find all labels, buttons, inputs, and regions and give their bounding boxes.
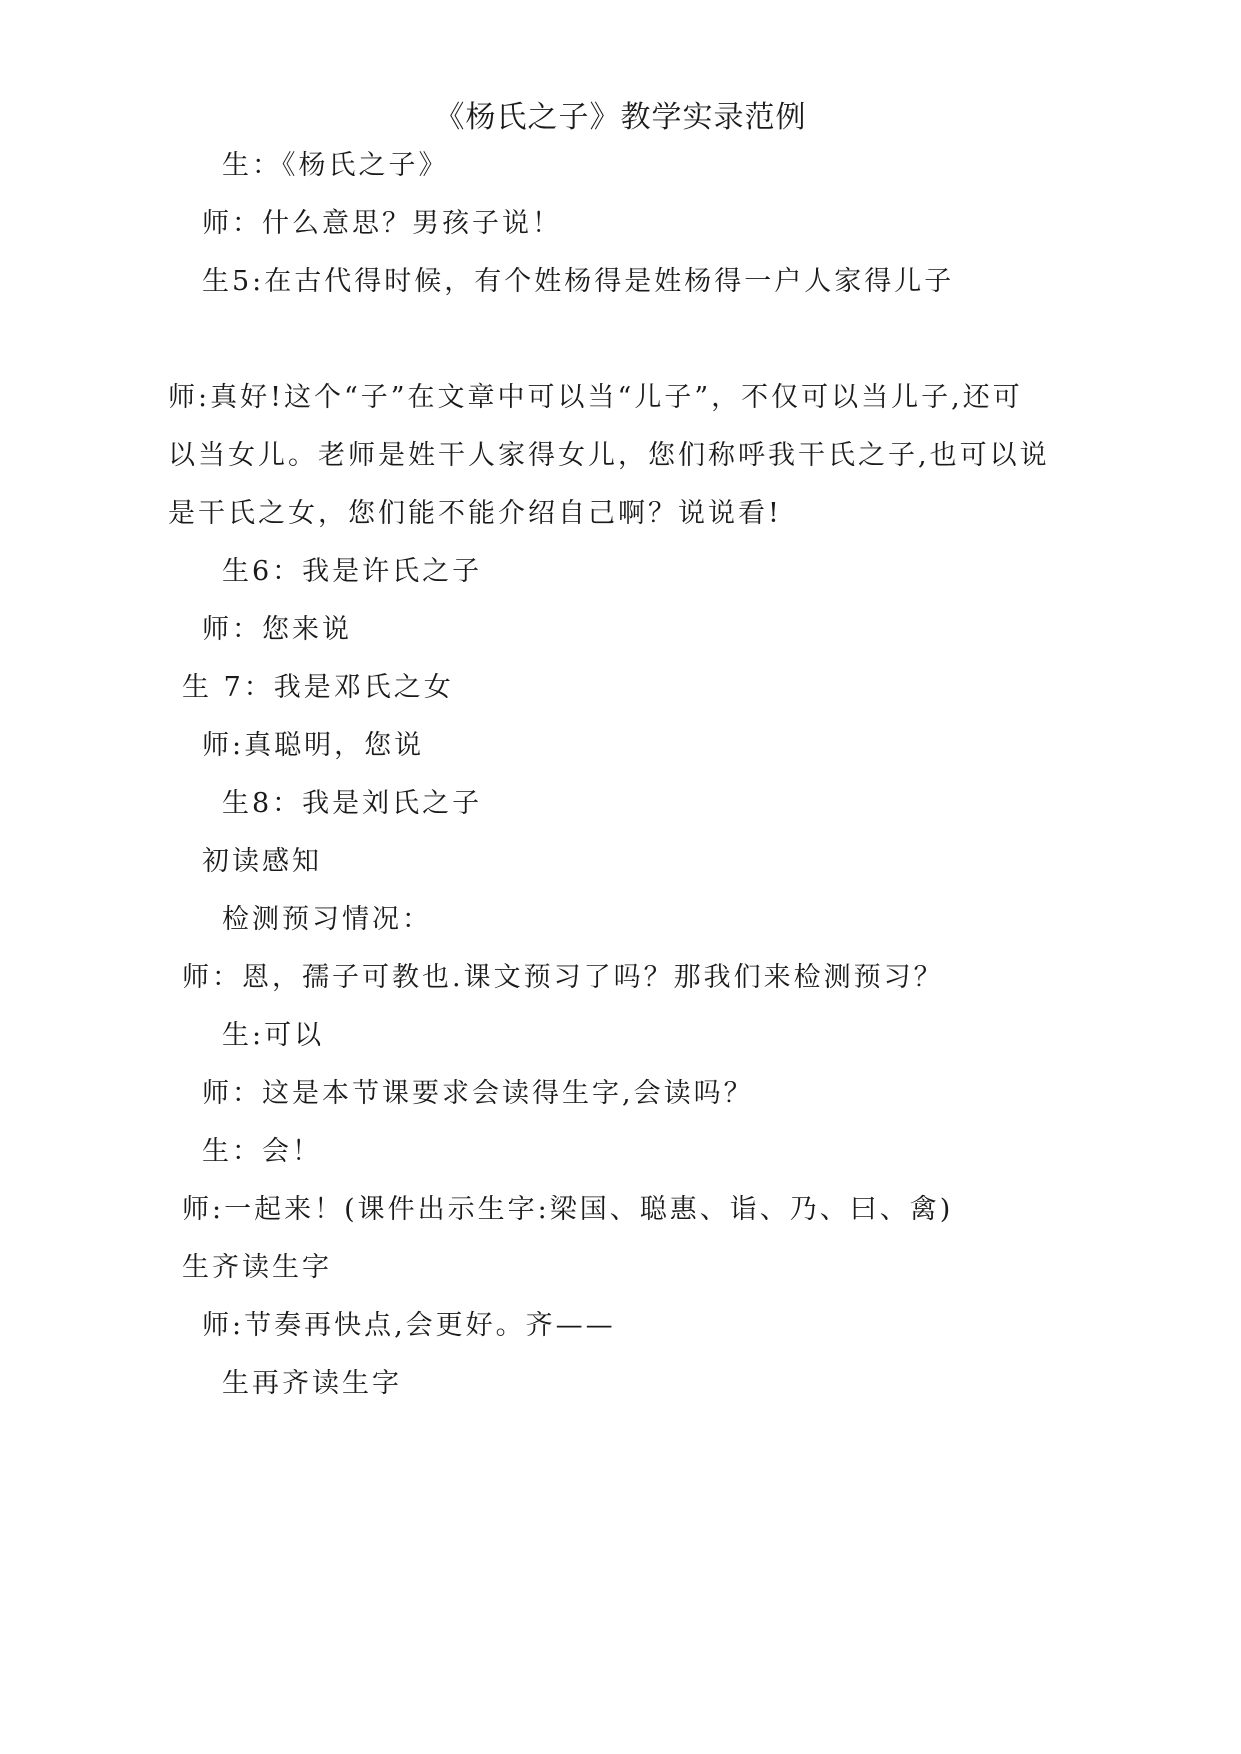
dialogue-line: 生6：我是许氏之子: [222, 556, 483, 587]
section-heading: 初读感知: [202, 846, 322, 877]
dialogue-line: 师:真聪明，您说: [202, 730, 425, 761]
dialogue-line: 师:节奏再快点,会更好。齐——: [202, 1310, 616, 1341]
dialogue-line: 生：会！: [202, 1136, 322, 1167]
dialogue-line: 师：这是本节课要求会读得生字,会读吗？: [202, 1078, 754, 1109]
dialogue-line: 生齐读生字: [182, 1252, 332, 1283]
document-title: 《杨氏之子》教学实录范例: [434, 100, 807, 135]
dialogue-line: 生 7：我是邓氏之女: [182, 672, 454, 703]
dialogue-line: 生：《杨氏之子》: [222, 150, 449, 181]
dialogue-line: 生:可以: [222, 1020, 325, 1051]
dialogue-line: 生再齐读生字: [222, 1368, 402, 1399]
dialogue-line: 师：恩，孺子可教也.课文预习了吗？那我们来检测预习？: [182, 962, 944, 993]
dialogue-line: 生8：我是刘氏之子: [222, 788, 483, 819]
dialogue-line: 师：您来说: [202, 614, 352, 645]
dialogue-line: 生5:在古代得时候，有个姓杨得是姓杨得一户人家得儿子: [202, 266, 955, 297]
dialogue-line: 师：什么意思？男孩子说！: [202, 208, 562, 239]
paragraph-line: 以当女儿。老师是姓干人家得女儿，您们称呼我干氏之子,也可以说: [168, 440, 1050, 471]
paragraph-line: 师:真好!这个“子”在文章中可以当“儿子”，不仅可以当儿子,还可: [168, 382, 1023, 413]
dialogue-line: 师:一起来！(课件出示生字:梁国、聪惠、诣、乃、曰、禽): [182, 1194, 954, 1225]
section-subheading: 检测预习情况：: [222, 904, 432, 935]
paragraph-line: 是干氏之女，您们能不能介绍自己啊？说说看!: [168, 498, 782, 529]
